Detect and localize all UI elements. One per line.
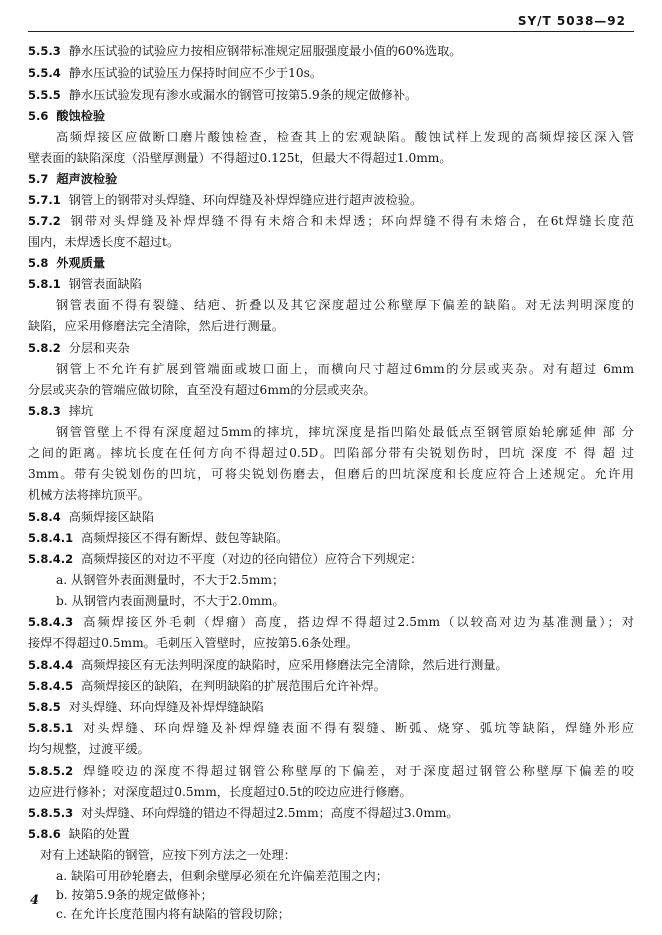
list-item: a. 缺陷可用砂轮磨去，但剩余壁厚必须在允许偏差范围之内； xyxy=(56,869,388,883)
clause-line: 5.7.2 钢带对头焊缝及补焊焊缝不得有未熔合和未焊透；环向焊缝不得有未熔合，在6t焊缝长度范 xyxy=(28,214,634,228)
paragraph-line: 钢管上不允许有扩展到管端面或坡口面上，而横向尺寸超过6mm的分层或夹杂。对有超过 6mm xyxy=(56,362,634,376)
paragraph-line: 接焊不得超过0.5mm。毛刺压入管壁时，应按第5.6条处理。 xyxy=(28,636,359,650)
paragraph-line: 缺陷，应采用修磨法完全清除，然后进行测量。 xyxy=(28,319,284,333)
clause-line: 5.8.5 对头焊缝、环向焊缝及补焊焊缝缺陷 xyxy=(28,700,264,714)
paragraph-line: 边应进行修补；对深度超过0.5mm，长度超过0.5t的咬边应进行修磨。 xyxy=(28,785,412,799)
clause-line: 5.8.4.5 高频焊接区的缺陷，在判明缺陷的扩展范围后允许补焊。 xyxy=(28,679,386,693)
paragraph-line: 壁表面的缺陷深度（沿壁厚测量）不得超过0.125t，但最大不得超过1.0mm。 xyxy=(28,151,452,165)
list-item: b. 按第5.9条的规定做修补； xyxy=(56,888,213,902)
clause-line: 5.8.4.1 高频焊接区不得有断焊、鼓包等缺陷。 xyxy=(28,531,289,545)
paragraph-line: 钢管管壁上不得有深度超过5mm的摔坑，摔坑深度是指凹陷处最低点至钢管原始轮廓延伸 部 分 xyxy=(56,425,634,439)
section-heading: 5.7 超声波检验 xyxy=(28,172,118,186)
standard-code-header: SY/T 5038—92 xyxy=(517,14,626,28)
page-number: 4 xyxy=(30,893,40,908)
paragraph-line: 均匀规整，过渡平缓。 xyxy=(28,742,150,756)
clause-line: 5.8.1 钢管表面缺陷 xyxy=(28,277,142,291)
clause-line: 5.5.4 静水压试验的试验压力保持时间应不少于10s。 xyxy=(28,66,323,80)
paragraph-line: 钢管表面不得有裂缝、结疤、折叠以及其它深度超过公称壁厚下偏差的缺陷。对无法判明深度的 xyxy=(56,298,634,312)
clause-line: 5.8.4.2 高频焊接区的对边不平度（对边的径向错位）应符合下列规定： xyxy=(28,552,423,566)
paragraph-line: 分层或夹杂的管端应做切除，直至没有超过6mm的分层或夹杂。 xyxy=(28,383,376,397)
clause-line: 5.8.5.1 对头焊缝、环向焊缝及补焊焊缝表面不得有裂缝、断弧、烧穿、弧坑等缺陷，焊缝外形应 xyxy=(28,721,634,735)
paragraph-line: 高频焊接区应做断口磨片酸蚀检查，检查其上的宏观缺陷。酸蚀试样上发现的高频焊接区深入管 xyxy=(56,130,634,144)
paragraph-line: 对有上述缺陷的钢管，应按下列方法之一处理： xyxy=(40,848,296,862)
clause-line: 5.8.3 摔坑 xyxy=(28,404,94,418)
header-rule xyxy=(28,31,634,32)
clause-line: 5.8.6 缺陷的处置 xyxy=(28,827,130,841)
paragraph-line: 3mm。带有尖锐划伤的凹坑，可将尖锐划伤磨去，但磨后的凹坑深度和长度应符合上述规定。允许用 xyxy=(28,467,634,481)
clause-line: 5.8.4 高频焊接区缺陷 xyxy=(28,510,155,524)
clause-line: 5.8.2 分层和夹杂 xyxy=(28,341,130,355)
clause-line: 5.5.5 静水压试验发现有渗水或漏水的钢管可按第5.9条的规定做修补。 xyxy=(28,88,418,102)
clause-line: 5.7.1 钢管上的钢带对头焊缝、环向焊缝及补焊焊缝应进行超声波检验。 xyxy=(28,193,423,207)
clause-line: 5.5.3 静水压试验的试验应力按相应钢带标准规定屈服强度最小值的60%选取。 xyxy=(28,44,462,58)
section-heading: 5.6 酸蚀检验 xyxy=(28,109,106,123)
paragraph-line: 之间的距离。摔坑长度在任何方向不得超过0.5D。凹陷部分带有尖锐划伤时，凹坑 深度 不 得 超 过 xyxy=(28,446,634,460)
clause-line: 5.8.5.3 对头焊缝、环向焊缝的错边不得超过2.5mm；高度不得超过3.0mm。 xyxy=(28,806,459,820)
list-item: c. 在允许长度范围内将有缺陷的管段切除； xyxy=(56,907,290,921)
clause-line: 5.8.4.4 高频焊接区有无法判明深度的缺陷时，应采用修磨法完全清除，然后进行测量。 xyxy=(28,658,508,672)
list-item: b. 从钢管内表面测量时，不大于2.0mm。 xyxy=(56,594,285,608)
paragraph-line: 围内，未焊透长度不超过t。 xyxy=(28,235,180,249)
clause-line: 5.8.5.2 焊缝咬边的深度不得超过钢管公称壁厚的下偏差，对于深度超过钢管公称壁厚下偏差的咬 xyxy=(28,764,634,778)
list-item: a. 从钢管外表面测量时，不大于2.5mm； xyxy=(56,573,285,587)
section-heading: 5.8 外观质量 xyxy=(28,256,106,270)
clause-line: 5.8.4.3 高频焊接区外毛刺（焊瘤）高度，搭边焊不得超过2.5mm（以较高对边为基准测量）；对 xyxy=(28,615,634,629)
paragraph-line: 机械方法将摔坑顶平。 xyxy=(28,488,150,502)
